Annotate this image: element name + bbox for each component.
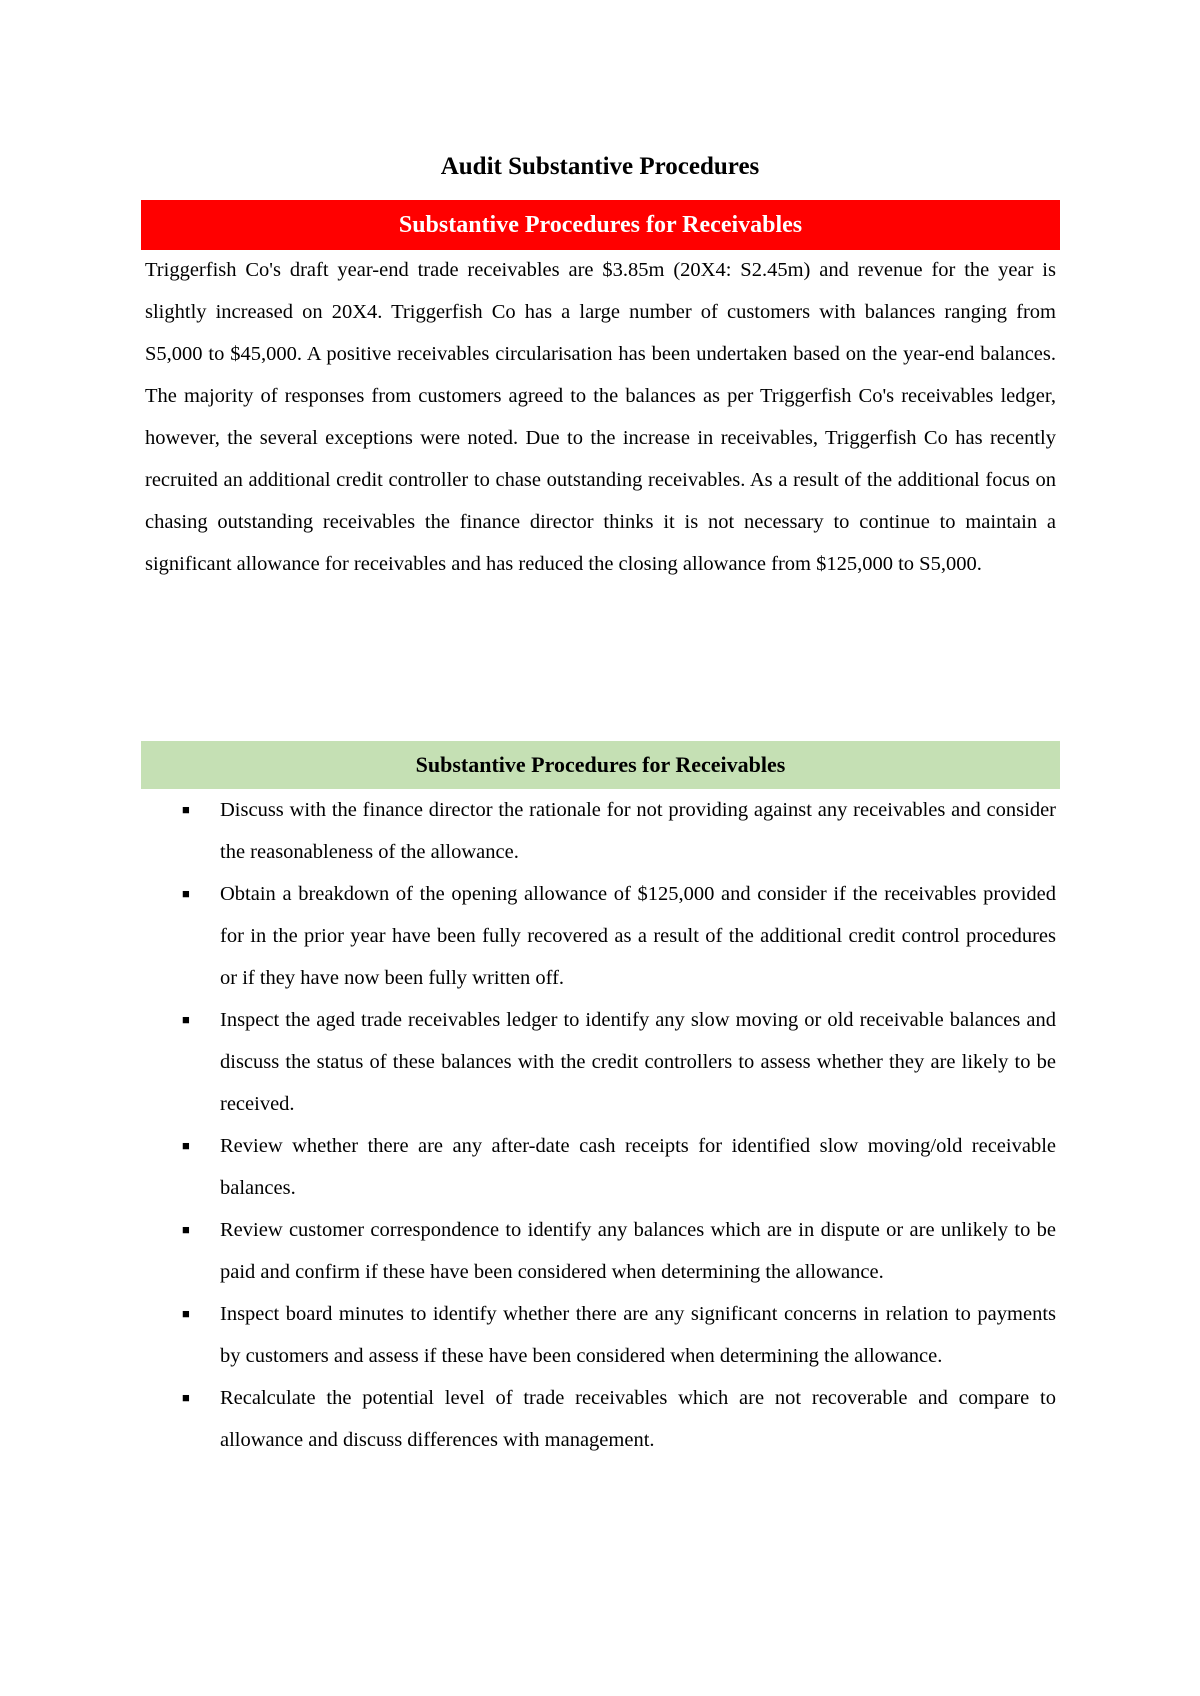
list-item-text: Inspect board minutes to identify whether there are any significant concerns in relation to payments by customers and assess if these have been considered when determining the allowance. <box>220 1303 1056 1367</box>
list-item <box>145 873 1056 999</box>
procedures-list <box>145 789 1056 1461</box>
list-item-text: Inspect the aged trade receivables ledger to identify any slow moving or old receivable balances and discuss the status of these balances with the credit controllers to assess whether they are likely to be received. <box>220 1009 1056 1115</box>
list-item <box>145 1293 1056 1377</box>
list-item <box>145 789 1056 873</box>
square-bullet-icon: ■ <box>182 886 190 901</box>
list-item <box>145 1125 1056 1209</box>
list-item-text: Recalculate the potential level of trade receivables which are not recoverable and compare to allowance and discuss differences with management. <box>220 1387 1056 1451</box>
list-item-text: Review whether there are any after-date cash receipts for identified slow moving/old receivable balances. <box>220 1135 1056 1199</box>
square-bullet-icon: ■ <box>182 1138 190 1153</box>
list-item-text: Obtain a breakdown of the opening allowance of $125,000 and consider if the receivables provided for in the prior year have been fully recovered as a result of the additional credit control procedures or if they have now been fully written off. <box>220 883 1056 989</box>
receivables-heading-banner: Substantive Procedures for Receivables <box>141 200 1060 250</box>
procedures-heading-banner: Substantive Procedures for Receivables <box>141 741 1060 789</box>
square-bullet-icon: ■ <box>182 1222 190 1237</box>
list-item <box>145 1209 1056 1293</box>
list-item-text: Discuss with the finance director the rationale for not providing against any receivables and consider the reasonableness of the allowance. <box>220 799 1056 863</box>
list-item <box>145 999 1056 1125</box>
document-title: Audit Substantive Procedures <box>440 153 760 180</box>
list-item <box>145 1377 1056 1461</box>
square-bullet-icon: ■ <box>182 1012 190 1027</box>
square-bullet-icon: ■ <box>182 802 190 817</box>
square-bullet-icon: ■ <box>182 1306 190 1321</box>
case-paragraph: Triggerfish Co's draft year-end trade receivables are $3.85m (20X4: S2.45m) and revenue for the year is slightly increased on 20X4. Triggerfish Co has a large number of customers with balances ranging from S5,000 to $45,000. A positive receivables circularisation has been undertaken based on the year-end balances. The majority of responses from customers agreed to the balances as per Triggerfish Co's receivables ledger, however, the several exceptions were noted. Due to the increase in receivables, Triggerfish Co has recently recruited an additional credit controller to chase outstanding receivables. As a result of the additional focus on chasing outstanding receivables the finance director thinks it is not necessary to continue to maintain a significant allowance for receivables and has reduced the closing allowance from $125,000 to S5,000. <box>145 259 1056 575</box>
list-item-text: Review customer correspondence to identify any balances which are in dispute or are unlikely to be paid and confirm if these have been considered when determining the allowance. <box>220 1219 1056 1283</box>
square-bullet-icon: ■ <box>182 1390 190 1405</box>
